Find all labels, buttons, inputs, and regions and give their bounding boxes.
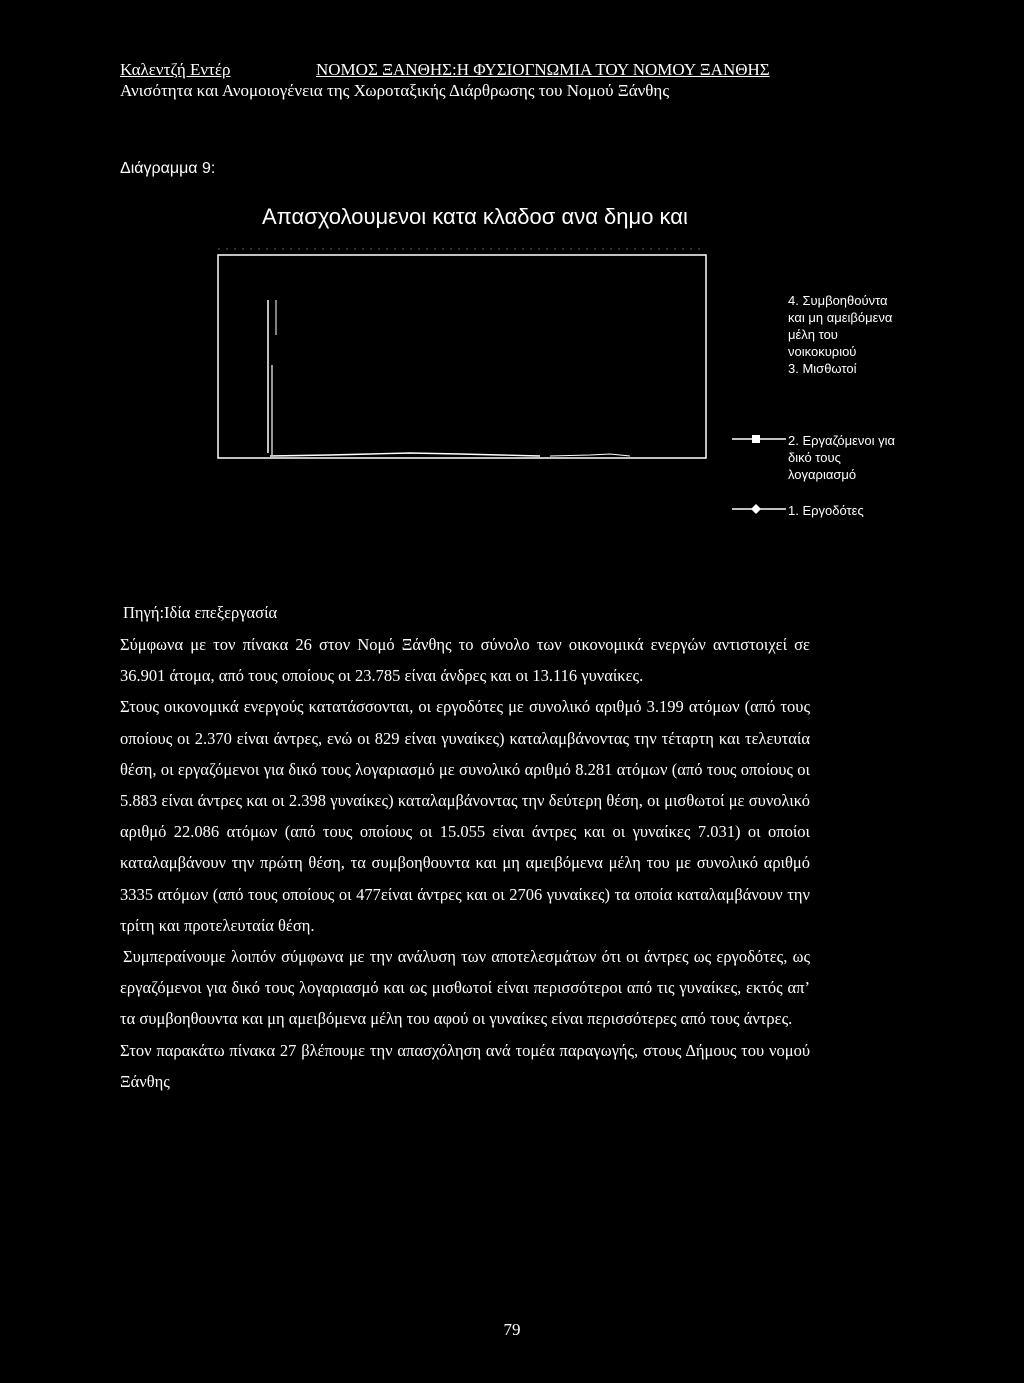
legend-series-2-line: 2. Εργαζόμενοι για (788, 433, 896, 448)
chart-title: Απασχολουμενοι κατα κλαδοσ ανα δημο και (262, 204, 688, 229)
square-marker-icon (730, 432, 790, 446)
paragraph: Συμπεραίνουμε λοιπόν σύμφωνα με την ανάλυση των αποτελεσμάτων ότι οι άντρες ως εργοδότες, ως εργαζόμενοι για δικό τους λογαριασμό και ως μισθωτοί είναι περισσότεροι από τις γυναίκες, εκτός απ’ τα συμβοηθουντα και μη αμειβόμενα μέλη του αφού οι γυναίκες είναι περισσότερες από τους άντρες. (120, 947, 810, 1029)
plot-frame (218, 255, 706, 458)
legend-series-2-line: δικό τους (788, 450, 841, 465)
body-text (120, 601, 810, 1097)
legend-series-3 (788, 360, 856, 377)
legend-series-1-line: 1. Εργοδότες (788, 503, 864, 518)
page-number: 79 (503, 1320, 521, 1339)
legend-series-4 (788, 292, 892, 360)
diagram-label: Διάγραμμα 9: (120, 160, 216, 177)
paragraph: Στους οικονομικά ενεργούς κατατάσσονται, οι εργοδότες με συνολικό αριθμό 3.199 ατόμων (από τους οποίους οι 2.370 είναι άντρες, ενώ οι 829 είναι γυναίκες) καταλαμβάνοντας την τέταρτη και τελευταία θέση, οι εργαζόμενοι για δικό τους λογαριασμό με συνολικό αριθμό 8.281 ατόμων (από τους οποίους οι 5.883 είναι άντρες και οι 2.398 γυναίκες) καταλαμβάνοντας την δεύτερη θέση, οι μισθωτοί με συνολικό αριθμό 22.086 ατόμων (από τους οποίους οι 15.055 είναι άντρες και οι γυναίκες 7.031) οι οποίοι καταλαμβάνουν την πρώτη θέση, τα συμβοηθουντα και μη αμειβόμενα μέλη του με συνολικό αριθμό 3335 ατόμων (από τους οποίους οι 477είναι άντρες και οι 2706 γυναίκες) τα οποία καταλαμβάνουν την τρίτη και προτελευταία θέση. (120, 697, 810, 935)
paragraph: Σύμφωνα με τον πίνακα 26 στον Νομό Ξάνθης το σύνολο των οικονομικά ενεργών αντιστοιχεί σε 36.901 άτομα, από τους οποίους οι 23.785 είναι άνδρες και οι 13.116 γυναίκες. (120, 635, 810, 686)
header-title: ΝΟΜΟΣ ΞΑΝΘΗΣ:Η ΦΥΣΙΟΓΝΩΜΙΑ ΤΟΥ ΝΟΜΟΥ ΞΑΝΘΗΣ (316, 60, 770, 79)
header-subtitle: Ανισότητα και Ανομοιογένεια της Χωροταξικής Διάρθρωσης του Νομού Ξάνθης (120, 81, 670, 100)
source-note: Πηγή:Ιδία επεξεργασία (123, 603, 278, 622)
series-2-trace (270, 453, 540, 456)
legend-series-3-line: 3. Μισθωτοί (788, 361, 857, 376)
legend-series-1 (788, 502, 864, 519)
header-line (120, 60, 920, 80)
chart-plot (210, 245, 720, 470)
paragraph: Στον παρακάτω πίνακα 27 βλέπουμε την απασχόληση ανά τομέα παραγωγής, στους Δήμους του νομού Ξάνθης (120, 1040, 810, 1091)
header-author: Καλεντζή Εντέρ (120, 60, 231, 79)
series-1-trace (550, 454, 630, 456)
legend-series-4-line: 4. Συμβοηθούντα (788, 293, 888, 308)
legend-series-4-line: και μη αμειβόμενα (788, 310, 893, 325)
page-header (120, 60, 920, 102)
legend-series-2 (788, 432, 895, 483)
legend-series-2-line: λογαριασμό (788, 467, 857, 482)
diamond-marker-icon (730, 502, 790, 516)
legend-series-4-line: νοικοκυριού (788, 344, 857, 359)
legend-series-4-line: μέλη του (788, 327, 838, 342)
